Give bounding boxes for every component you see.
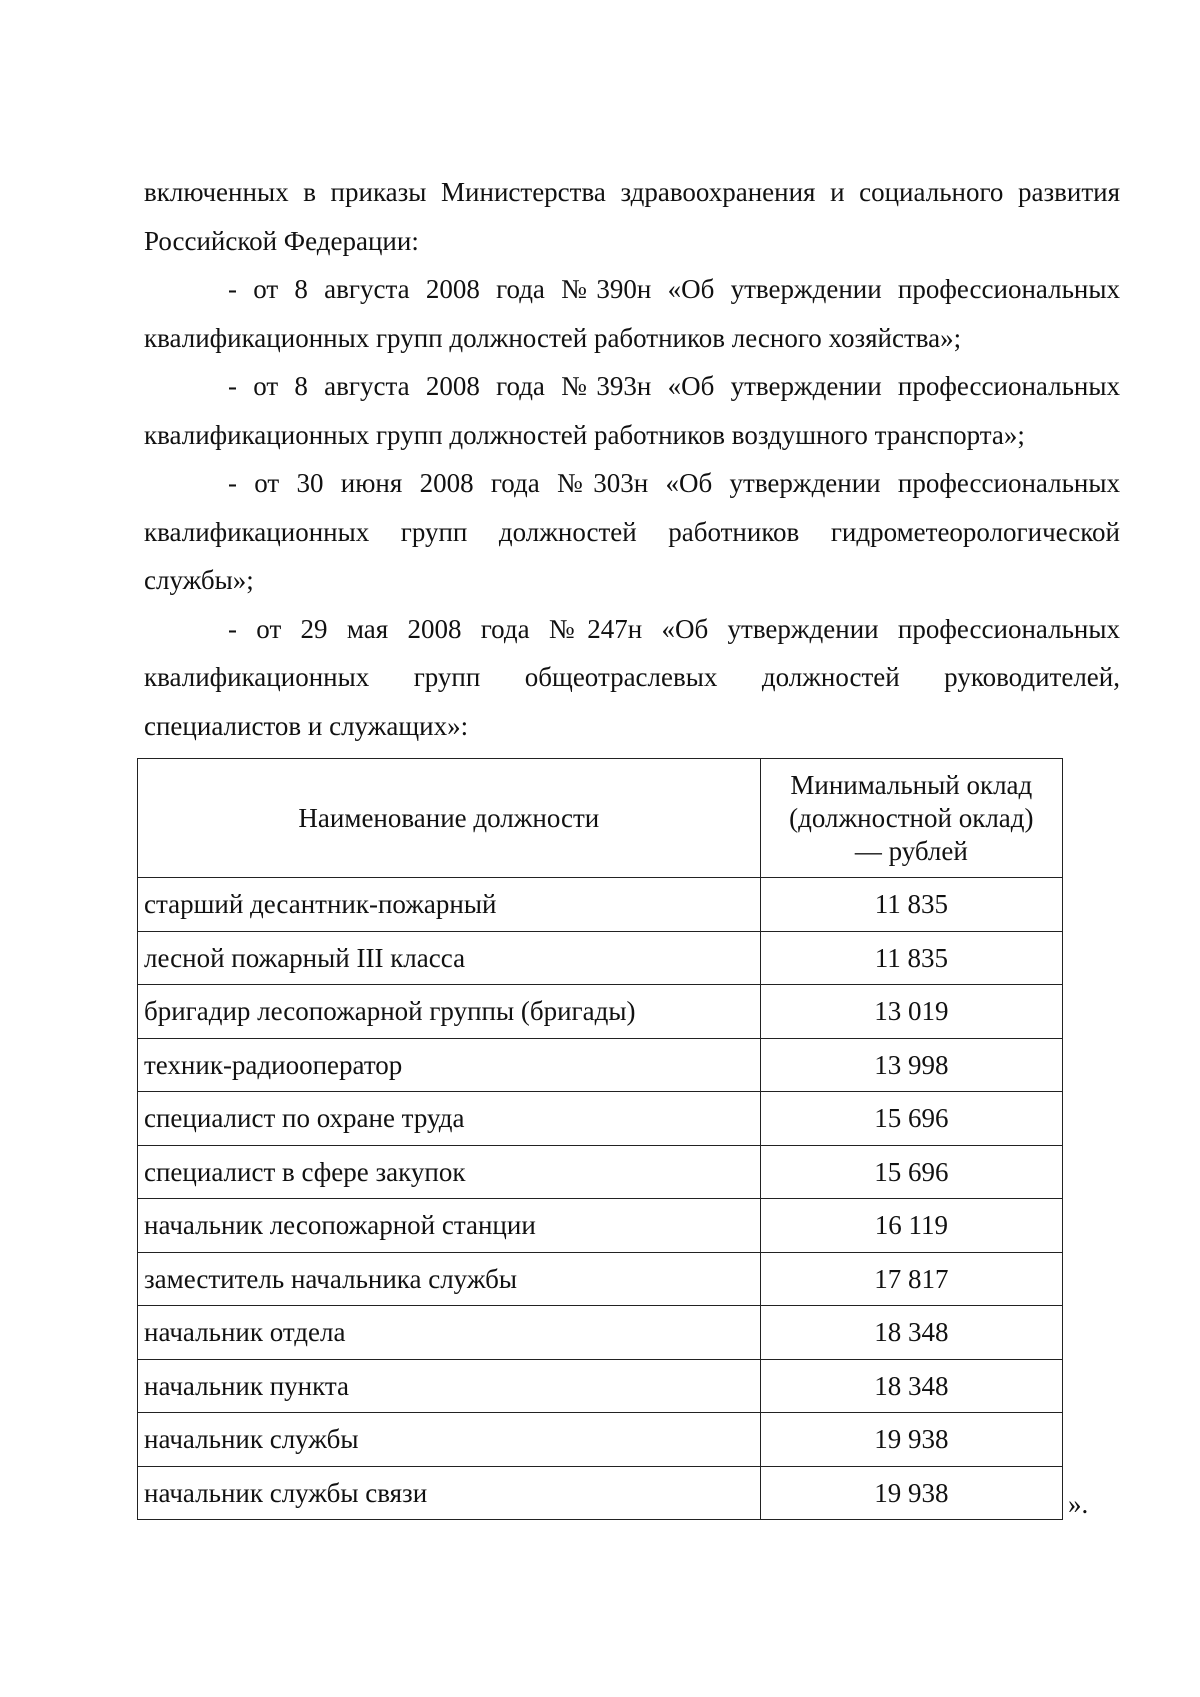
position-name-cell: начальник службы связи	[138, 1466, 761, 1520]
salary-cell: 18 348	[760, 1306, 1062, 1360]
header-salary-line: — рублей	[854, 835, 968, 866]
position-name-cell: начальник лесопожарной станции	[138, 1199, 761, 1253]
body-text	[144, 168, 1120, 750]
salary-cell: 18 348	[760, 1359, 1062, 1413]
table-row	[138, 1306, 1063, 1360]
position-name-cell: начальник службы	[138, 1413, 761, 1467]
table-row	[138, 1252, 1063, 1306]
salary-cell: 19 938	[760, 1413, 1062, 1467]
position-name-cell: лесной пожарный III класса	[138, 931, 761, 985]
paragraph-order-390n: - от 8 августа 2008 года №390н «Об утверждении профессиональных квалификационных групп должностей работников лесного хозяйства»;	[144, 274, 1120, 353]
table-row	[138, 1145, 1063, 1199]
position-name-cell: специалист по охране труда	[138, 1092, 761, 1146]
position-name-cell: бригадир лесопожарной группы (бригады)	[138, 985, 761, 1039]
closing-quote-mark: ».	[1068, 1489, 1089, 1519]
header-position-name: Наименование должности	[138, 759, 761, 878]
table-row	[138, 1092, 1063, 1146]
table-row	[138, 1038, 1063, 1092]
table-row	[138, 985, 1063, 1039]
table-row	[138, 878, 1063, 932]
table-row	[138, 1359, 1063, 1413]
paragraph-order-303n: - от 30 июня 2008 года №303н «Об утверждении профессиональных квалификационных групп должностей работников гидрометеорологической службы»;	[144, 468, 1120, 595]
position-name-cell: техник-радиооператор	[138, 1038, 761, 1092]
salary-cell: 15 696	[760, 1092, 1062, 1146]
position-name-cell: специалист в сфере закупок	[138, 1145, 761, 1199]
header-minimum-salary	[760, 759, 1062, 878]
paragraph-order-247n: - от 29 мая 2008 года №247н «Об утверждении профессиональных квалификационных групп общеотраслевых должностей руководителей, специалистов и служащих»:	[144, 613, 1120, 741]
salary-cell: 15 696	[760, 1145, 1062, 1199]
salary-cell: 13 019	[760, 985, 1062, 1039]
salary-cell: 13 998	[760, 1038, 1062, 1092]
position-name-cell: старший десантник-пожарный	[138, 878, 761, 932]
table-row	[138, 1413, 1063, 1467]
salary-cell: 11 835	[760, 878, 1062, 932]
salary-table	[137, 758, 1063, 1520]
position-name-cell: начальник отдела	[138, 1306, 761, 1360]
salary-cell: 17 817	[760, 1252, 1062, 1306]
position-name-cell: заместитель начальника службы	[138, 1252, 761, 1306]
header-salary-line: (должностной оклад)	[789, 802, 1034, 833]
paragraph-intro: включенных в приказы Министерства здравоохранения и социального развития Российской Федерации:	[144, 177, 1120, 256]
header-salary-line: Минимальный оклад	[790, 769, 1033, 800]
table-header-row	[138, 759, 1063, 878]
table-row	[138, 1466, 1063, 1520]
position-name-cell: начальник пункта	[138, 1359, 761, 1413]
salary-cell: 16 119	[760, 1199, 1062, 1253]
paragraph-order-393n: - от 8 августа 2008 года №393н «Об утверждении профессиональных квалификационных групп должностей работников воздушного транспорта»;	[144, 371, 1120, 450]
table-row	[138, 931, 1063, 985]
salary-cell: 11 835	[760, 931, 1062, 985]
salary-cell: 19 938	[760, 1466, 1062, 1520]
table-row	[138, 1199, 1063, 1253]
